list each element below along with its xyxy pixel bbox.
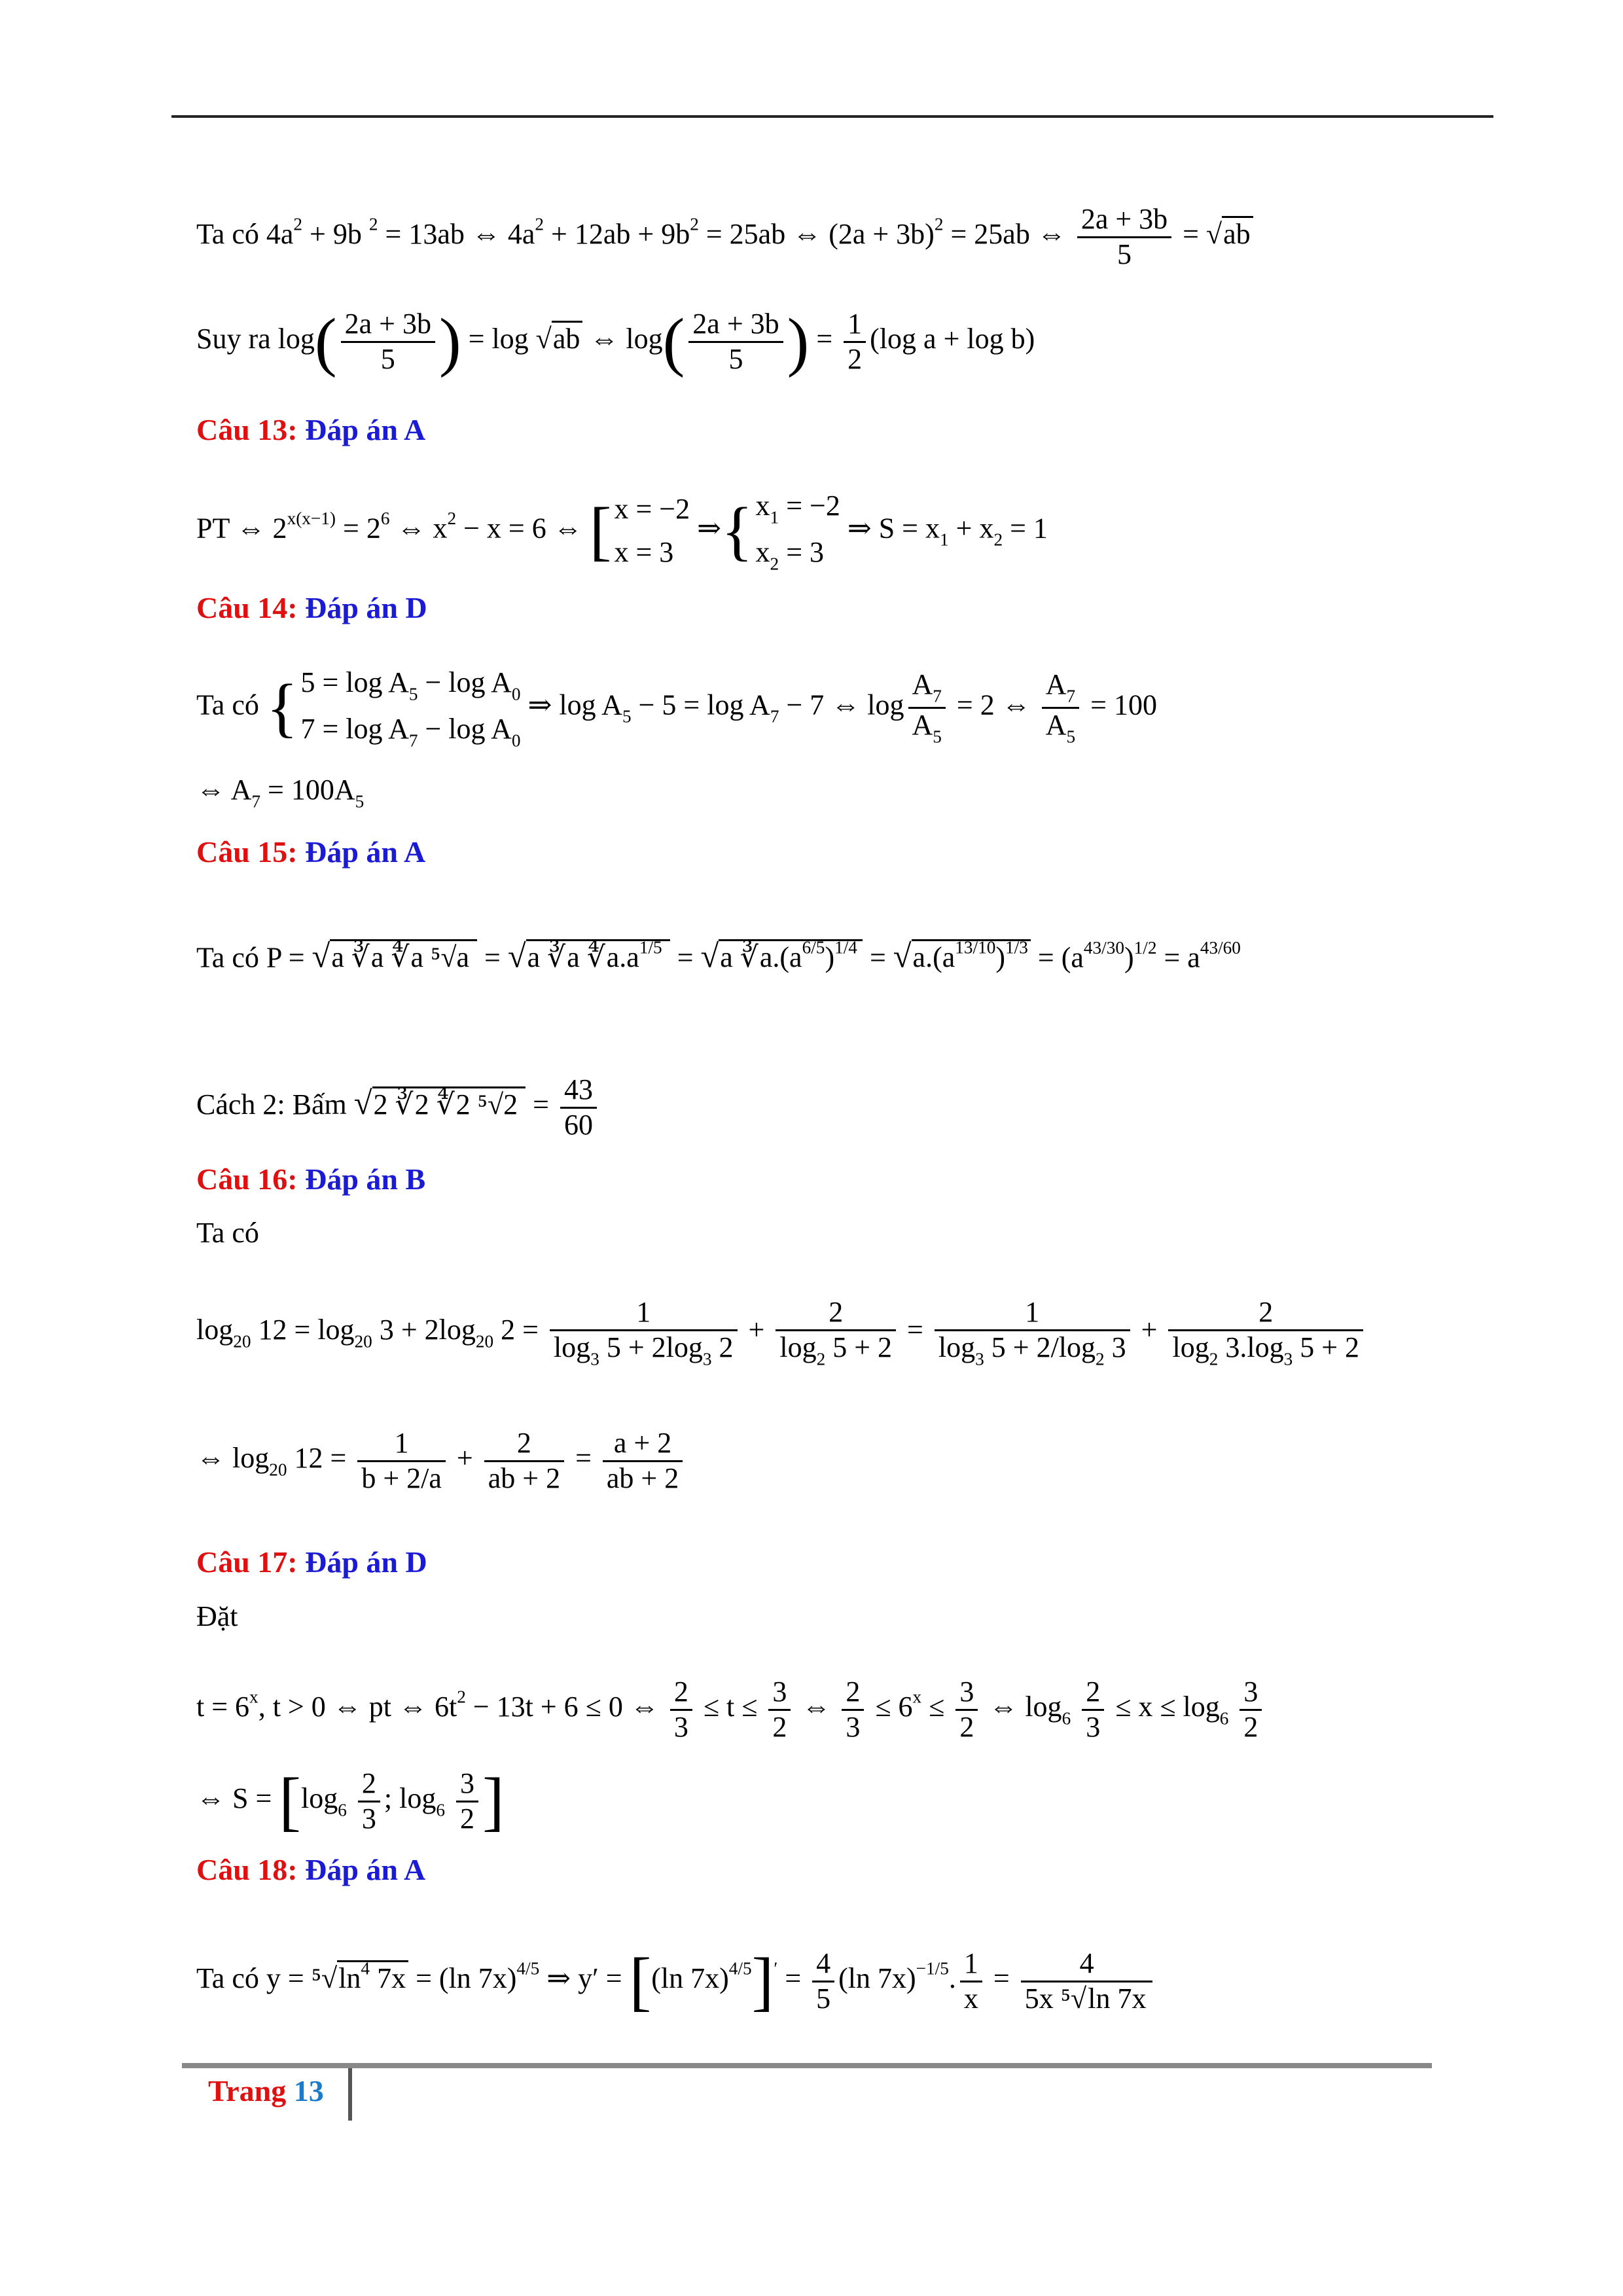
dat-line: Đặt [196, 1600, 238, 1632]
ta-co-label: Ta có [196, 689, 259, 721]
ta-co-label: Ta có [196, 1962, 259, 1995]
math-line-q17: $t = 6^x$, t > 0 ⇔ pt ⇔ $6t^2 - 13t + 6 \le 0$ ⇔ $\frac{2}{3}$ ≤ t ≤ $\frac{3}{2}$ ⇔ $\frac{2}{3}$ ≤ $6^x$ ≤ $\frac{3}{2}$ ⇔ $\log_6$ $\frac{2}{3}$ ≤ $x \le \log_6$ $\frac{3}{2}$ [196, 1676, 1266, 1744]
suy-ra-label: Suy ra [196, 323, 271, 355]
question-13-heading: Câu 13: Đáp án A [196, 413, 426, 446]
math-line-q17b: ⇔ $S = [\log_6$ $\frac{2}{3}$ ; $\log_6$ $\frac{3}{2}$ ] [196, 1764, 505, 1838]
question-14-heading: Câu 14: Đáp án D [196, 591, 427, 624]
footer-rule [182, 2063, 1432, 2068]
ta-co-label: Ta có [196, 218, 259, 251]
question-16-heading: Câu 16: Đáp án B [196, 1162, 426, 1196]
math-line-q14: Ta có { $5 = \log A_5 - \log A_0$ $7 = \log A_7 - \log A_0$ ⇒ $\log A_5 - 5 = \log A_7 - 7$ ⇔ log $\frac{A_7}{A_5}$ = 2 ⇔ $\frac{A_7}{A_5}$ = 100 [196, 666, 1157, 751]
ta-co-label: Ta có [196, 941, 259, 974]
math-line-1: Ta có $4a^2 + 9b$ $^2$ = 13ab ⇔ $4a^2 + 12ab + 9b^2 = 25ab$ ⇔ $(2a + 3b)^2 = 25ab$ ⇔ $\frac{2a + 3b}{5}$ = √ab [196, 203, 1253, 271]
math-line-q18: Ta có $y = ^5√\ln^4$ 7x = (ln 7x)$^{4/5}$ ⇒ y′ = [(ln 7x)$^{4/5}$]′ = $\frac{4}{5}$ (ln 7x)$^{-1/5}$. $\frac{1}{x}$ = $\frac{4}{\text{5x ⁵√ln 7x}}$ [196, 1947, 1156, 2015]
math-line-q15b: Cách 2: Bấm √2 ∛2 ∜2 ⁵√2 = $\frac{43}{60}$ [196, 1073, 601, 1141]
top-rule [171, 115, 1493, 118]
math-line-q15: Ta có P = √a ∛a ∜a ⁵√a = √a ∛a $∜a.a^{1/5} = √a$ $∛a.(a^{6/5})^{1/4} = √a.(a^{13/10})^{1/3} = (a^{43/30})^{1/2} = a^{43/60}$ [196, 937, 1241, 975]
question-17-heading: Câu 17: Đáp án D [196, 1545, 427, 1579]
math-line-q16: $\log_{20} 12 = \log_{20} 3 + 2\log_{20}$ 2 = $\frac{1}{\log_3 5 + 2\log_3 2}$ + $\frac{2}{\log_2 5 + 2}$ = $\frac{1}{\log_3 5 + 2/\log_2 3}$ + $\frac{2}{\log_2 3.\log_3 5 + 2}$ [196, 1296, 1367, 1369]
math-line-q14b: ⇔ $A_7 = 100A_5$ [196, 774, 365, 812]
question-18-heading: Câu 18: Đáp án A [196, 1853, 426, 1886]
question-15-heading: Câu 15: Đáp án A [196, 835, 426, 869]
ta-co-line-q16: Ta có [196, 1217, 259, 1249]
page-number: Trang 13 [208, 2074, 324, 2108]
footer-divider [348, 2068, 352, 2121]
math-line-q13: PT ⇔ $2^{x(x-1)} = 2^6$ ⇔ $x^2 - x = 6$ ⇔ [ x = −2 x = 3 ⇒{ $x_1 = -2$ $x_2 = 3$ ⇒ $S = x_1 + x_2 = 1$ [196, 490, 1048, 574]
math-line-q16b: ⇔ $\log_{20} 12$ = $\frac{1}{b + 2/a}$ + $\frac{2}{ab + 2}$ = $\frac{a + 2}{ab + 2}$ [196, 1427, 687, 1495]
math-line-2: Suy ra log( $\frac{2a + 3b}{5}$ ) = log √ab ⇔ log( $\frac{2a + 3b}{5}$ ) = $\frac{1}{2}$ (log a + log b) [196, 304, 1035, 378]
cach-2-label: Cách 2: Bấm [196, 1088, 347, 1121]
